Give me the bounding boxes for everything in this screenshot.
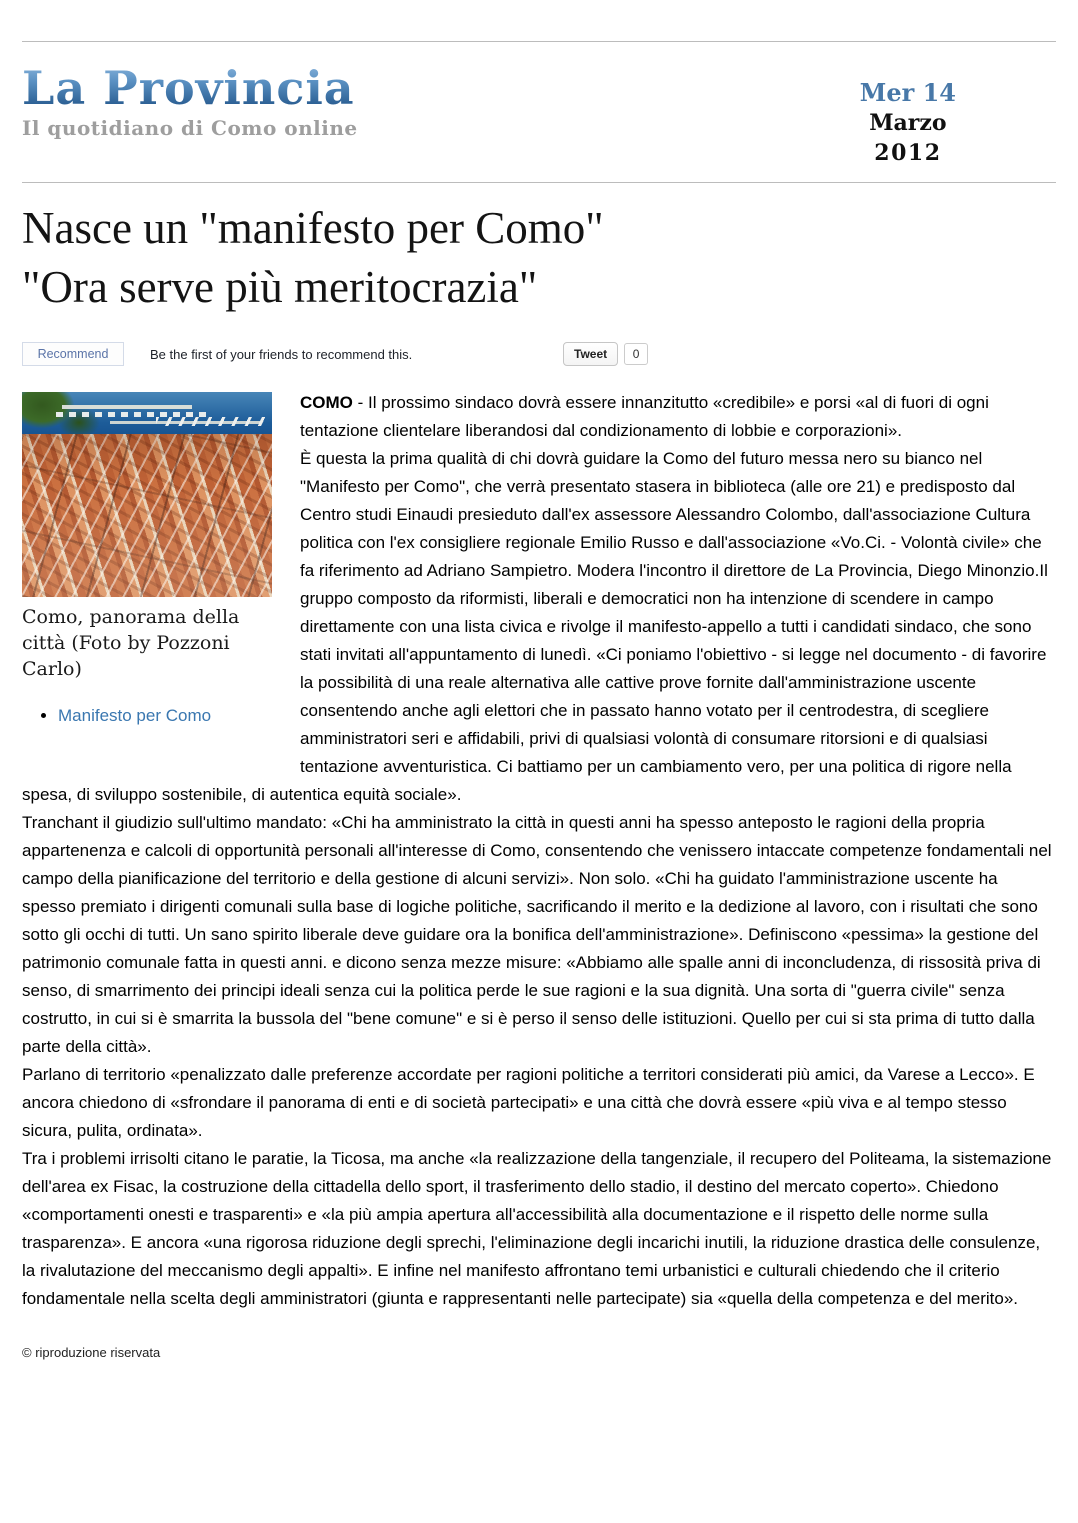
copyright-notice: © riproduzione riservata	[22, 1345, 161, 1360]
social-bar	[22, 341, 1056, 367]
article-paragraph: Tra i problemi irrisolti citano le paratie, la Ticosa, ma anche «la realizzazione della tangenziale, il recupero del Politeama, la sistemazione dell'area ex Fisac, la costruzione della cittadella dello sport, il trasferimento dello stadio, il destino del mercato coperto». Chiedono «comportamenti onesti e trasparenti» e «la più ampia apertura all'accessibilità alla documentazione e il rispetto delle norme sulla trasparenza». E ancora «una rigorosa riduzione degli sprechi, l'eliminazione degli incarichi inutili, la riduzione drastica delle consulenze, la rivalutazione del meccanismo degli appalti». E infine nel manifesto affrontano temi urbanistici e culturali chiedendo che il criterio fondamentale nella scelta degli amministratori (giunta e rappresentanti nelle partecipate) sia «quella della competenza e del merito».	[22, 1149, 1052, 1308]
date-month: Marzo	[869, 110, 947, 136]
photo-caption: Como, panorama della città (Foto by Pozzoni Carlo)	[22, 606, 240, 680]
article-paragraph: È questa la prima qualità di chi dovrà guidare la Como del futuro messa nero su bianco nel "Manifesto per Como", che verrà presentato stasera in biblioteca (alle ore 21) e predisposto dal Centro studi Einaudi presieduto dall'ex assessore Alessandro Colombo, dall'associazione Cultura politica con l'ex consigliere regionale Emilio Russo e dall'associazione «Vo.Ci. - Volontà civile» che fa riferimento ad Adriano Sampietro. Modera l'incontro il direttore de La Provincia, Diego Minonzio.Il gruppo composto da riformisti, liberali e democratici non ha intenzione di scendere in campo direttamente con una lista civica e rivolge il manifesto-appello a tutti i candidati sindaco, che sono stati invitati all'appuntamento di lunedì. «Ci poniamo l'obiettivo - si legge nel documento - di favorire la possibilità di una reale alternativa alle cattive prove fornite dall'amministrazione uscente consentendo anche agli elettori che in passato hanno votato per il centrodestra, di scegliere amministratori seri e affidabili, privi di qualsiasi volontà di consumare ritorsioni e di qualsiasi tentazione avventuristica. Ci battiamo per un cambiamento vero, per una politica di rigore nella spesa, di sviluppo sostenibile, di autentica equità sociale».	[22, 449, 1048, 804]
list-item	[58, 702, 272, 730]
como-panorama-photo	[22, 392, 272, 597]
article-title-line1: Nasce un "manifesto per Como"	[22, 203, 604, 253]
boats-row	[156, 417, 268, 426]
article-figure	[22, 392, 272, 760]
divider	[22, 182, 1056, 183]
date-year: 2012	[874, 140, 942, 166]
pier-shape	[62, 405, 192, 409]
date-block	[860, 78, 956, 168]
site-logo-tagline: Il quotidiano di Como online	[22, 116, 358, 140]
article-lead-text: - Il prossimo sindaco dovrà essere innanzitutto «credibile» e porsi «al di fuori di ogni tentazione clientelare liberandosi dal condizionamento di lobbie e corporazioni».	[300, 393, 989, 440]
article-body	[22, 389, 1056, 1409]
article-title-line2: "Ora serve più meritocrazia"	[22, 262, 538, 312]
page	[0, 41, 1078, 1523]
site-logo[interactable]	[22, 62, 358, 140]
shade-overlay	[22, 434, 272, 597]
facebook-recommend-button[interactable]: Recommend	[22, 342, 124, 366]
site-header	[22, 42, 1056, 182]
tweet-count-badge: 0	[624, 343, 648, 365]
article-title	[22, 199, 1056, 317]
related-link-manifesto[interactable]: Manifesto per Como	[58, 706, 212, 725]
site-logo-title: La Provincia	[22, 61, 355, 115]
tweet-button[interactable]: Tweet	[563, 342, 618, 366]
related-links-list	[22, 702, 272, 730]
article-lead-label: COMO	[300, 393, 353, 412]
date-weekday-day: Mer 14	[859, 78, 956, 107]
article-paragraph: Tranchant il giudizio sull'ultimo mandato: «Chi ha amministrato la città in questi anni ha spesso anteposto le ragioni della propria appartenenza e calcoli di opportunità personali all'interesse di Como, consentendo che venissero intaccate competenze fondamentali nel campo della pianificazione del territorio e della gestione di alcuni servizi». Non solo. «Chi ha guidato l'amministrazione uscente ha spesso premiato i dirigenti comunali sulla base di logiche politiche, sacrificando il merito e la dedizione al lavoro, con i risultati che sono sotto gli occhi di tutti. Un sano spirito liberale deve guidare ora la bonifica dell'amministrazione». Definiscono «pessima» la gestione del patrimonio comunale fatta in questi anni. e dicono senza mezze misure: «Abbiamo alle spalle anni di inconcludenza, di rissosità priva di senso, di smarrimento dei principi ideali senza cui la politica perde le sue ragioni e la sua dignità. Una sorta di "guerra civile" senza costrutto, in cui si è smarrita la bussola del "bene comune" e si è perso il senso delle istituzioni. Quello per cui si sta prima di tutto dalla parte della città».	[22, 813, 1052, 1056]
facebook-social-text: Be the first of your friends to recommend this.	[150, 346, 413, 362]
article-paragraph: Parlano di territorio «penalizzato dalle preferenze accordate per ragioni politiche a territori considerati più amici, da Varese a Lecco». E ancora chiedono di «sfrondare il panorama di enti e di società partecipati» e una città che dovrà essere «più viva e al tempo stesso sicura, pulita, ordinata».	[22, 1065, 1035, 1140]
